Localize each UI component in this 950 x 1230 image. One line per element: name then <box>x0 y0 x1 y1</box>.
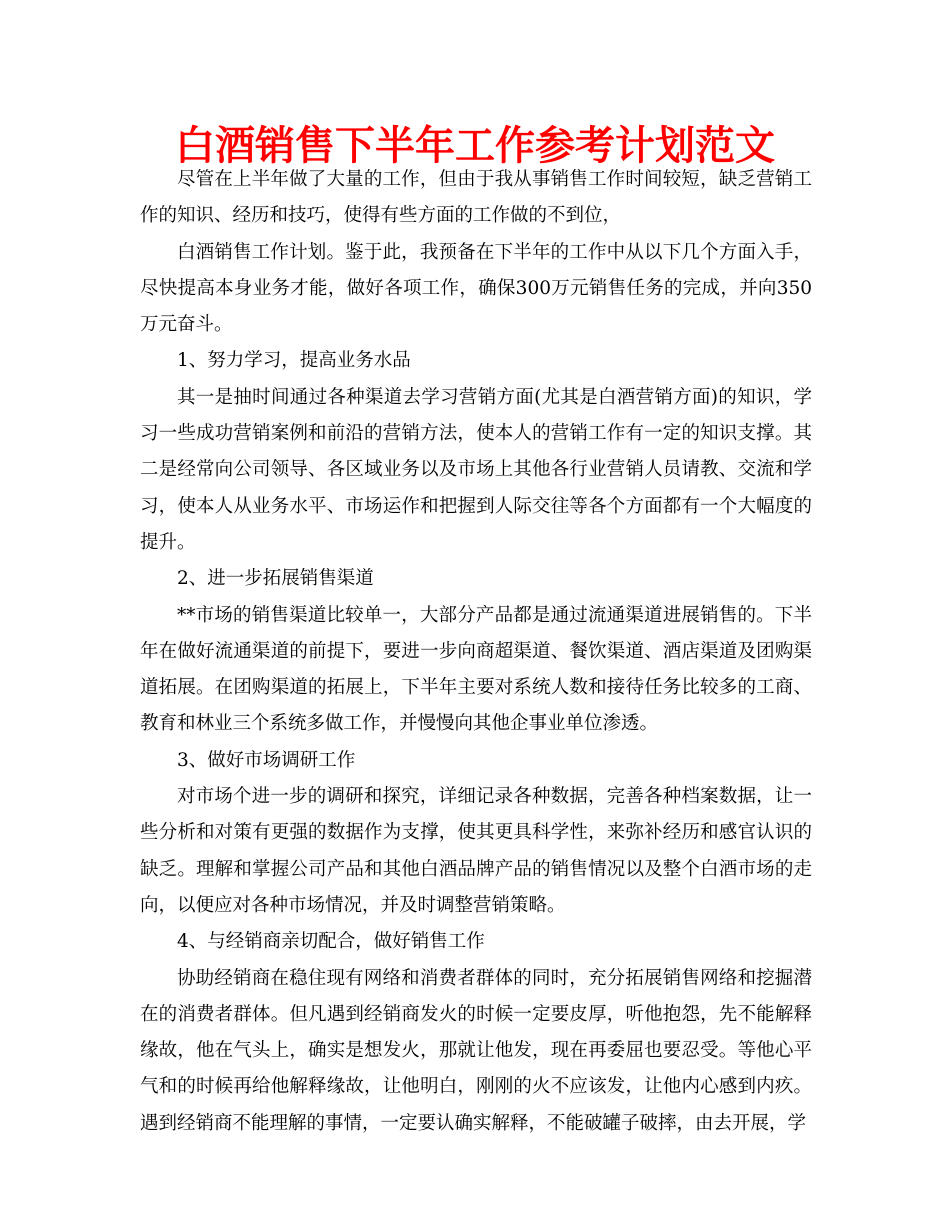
section-heading: 4、与经销商亲切配合，做好销售工作 <box>177 931 485 953</box>
section-heading: 2、进一步拓展销售渠道 <box>177 568 374 590</box>
document-body <box>140 162 812 1142</box>
section-heading: 1、努力学习，提高业务水品 <box>177 350 411 372</box>
paragraph: 其一是抽时间通过各种渠道去学习营销方面(尤其是白酒营销方面)的知识，学习一些成功营销案例和前沿的营销方法，使本人的营销工作有一定的知识支撑。其二是经常向公司领导、各区域业务以及市场上其他各行业营销人员请教、交流和学习，使本人从业务水平、市场运作和把握到人际交往等各个方面都有一个大幅度的提升。 <box>140 386 812 553</box>
paragraph: 协助经销商在稳住现有网络和消费者群体的同时，充分拓展销售网络和挖掘潜在的消费者群体。但凡遇到经销商发火的时候一定要皮厚，听他抱怨，先不能解释缘故，他在气头上，确实是想发火，那就让他发，现在再委屈也要忍受。等他心平气和的时候再给他解释缘故，让他明白，刚刚的火不应该发，让他内心感到内疚。遇到经销商不能理解的事情，一定要认确实解释，不能破罐子破摔，由去开展，学 <box>140 967 812 1134</box>
document-title: 白酒销售下半年工作参考计划范文 <box>175 123 775 169</box>
paragraph: 白酒销售工作计划。鉴于此，我预备在下半年的工作中从以下几个方面入手，尽快提高本身业务才能，做好各项工作，确保300万元销售任务的完成，并向350万元奋斗。 <box>140 241 812 336</box>
paragraph: **市场的销售渠道比较单一，大部分产品都是通过流通渠道进展销售的。下半年在做好流通渠道的前提下，要进一步向商超渠道、餐饮渠道、酒店渠道及团购渠道拓展。在团购渠道的拓展上，下半年主要对系统人数和接待任务比较多的工商、教育和林业三个系统多做工作，并慢慢向其他企事业单位渗透。 <box>140 604 812 735</box>
section-heading: 3、做好市场调研工作 <box>177 749 356 771</box>
paragraph: 尽管在上半年做了大量的工作，但由于我从事销售工作时间较短，缺乏营销工作的知识、经历和技巧，使得有些方面的工作做的不到位， <box>140 169 812 227</box>
paragraph: 对市场个进一步的调研和探究，详细记录各种数据，完善各种档案数据，让一些分析和对策有更强的数据作为支撑，使其更具科学性，来弥补经历和感官认识的缺乏。理解和掌握公司产品和其他白酒品牌产品的销售情况以及整个白酒市场的走向，以便应对各种市场情况，并及时调整营销策略。 <box>140 786 812 916</box>
